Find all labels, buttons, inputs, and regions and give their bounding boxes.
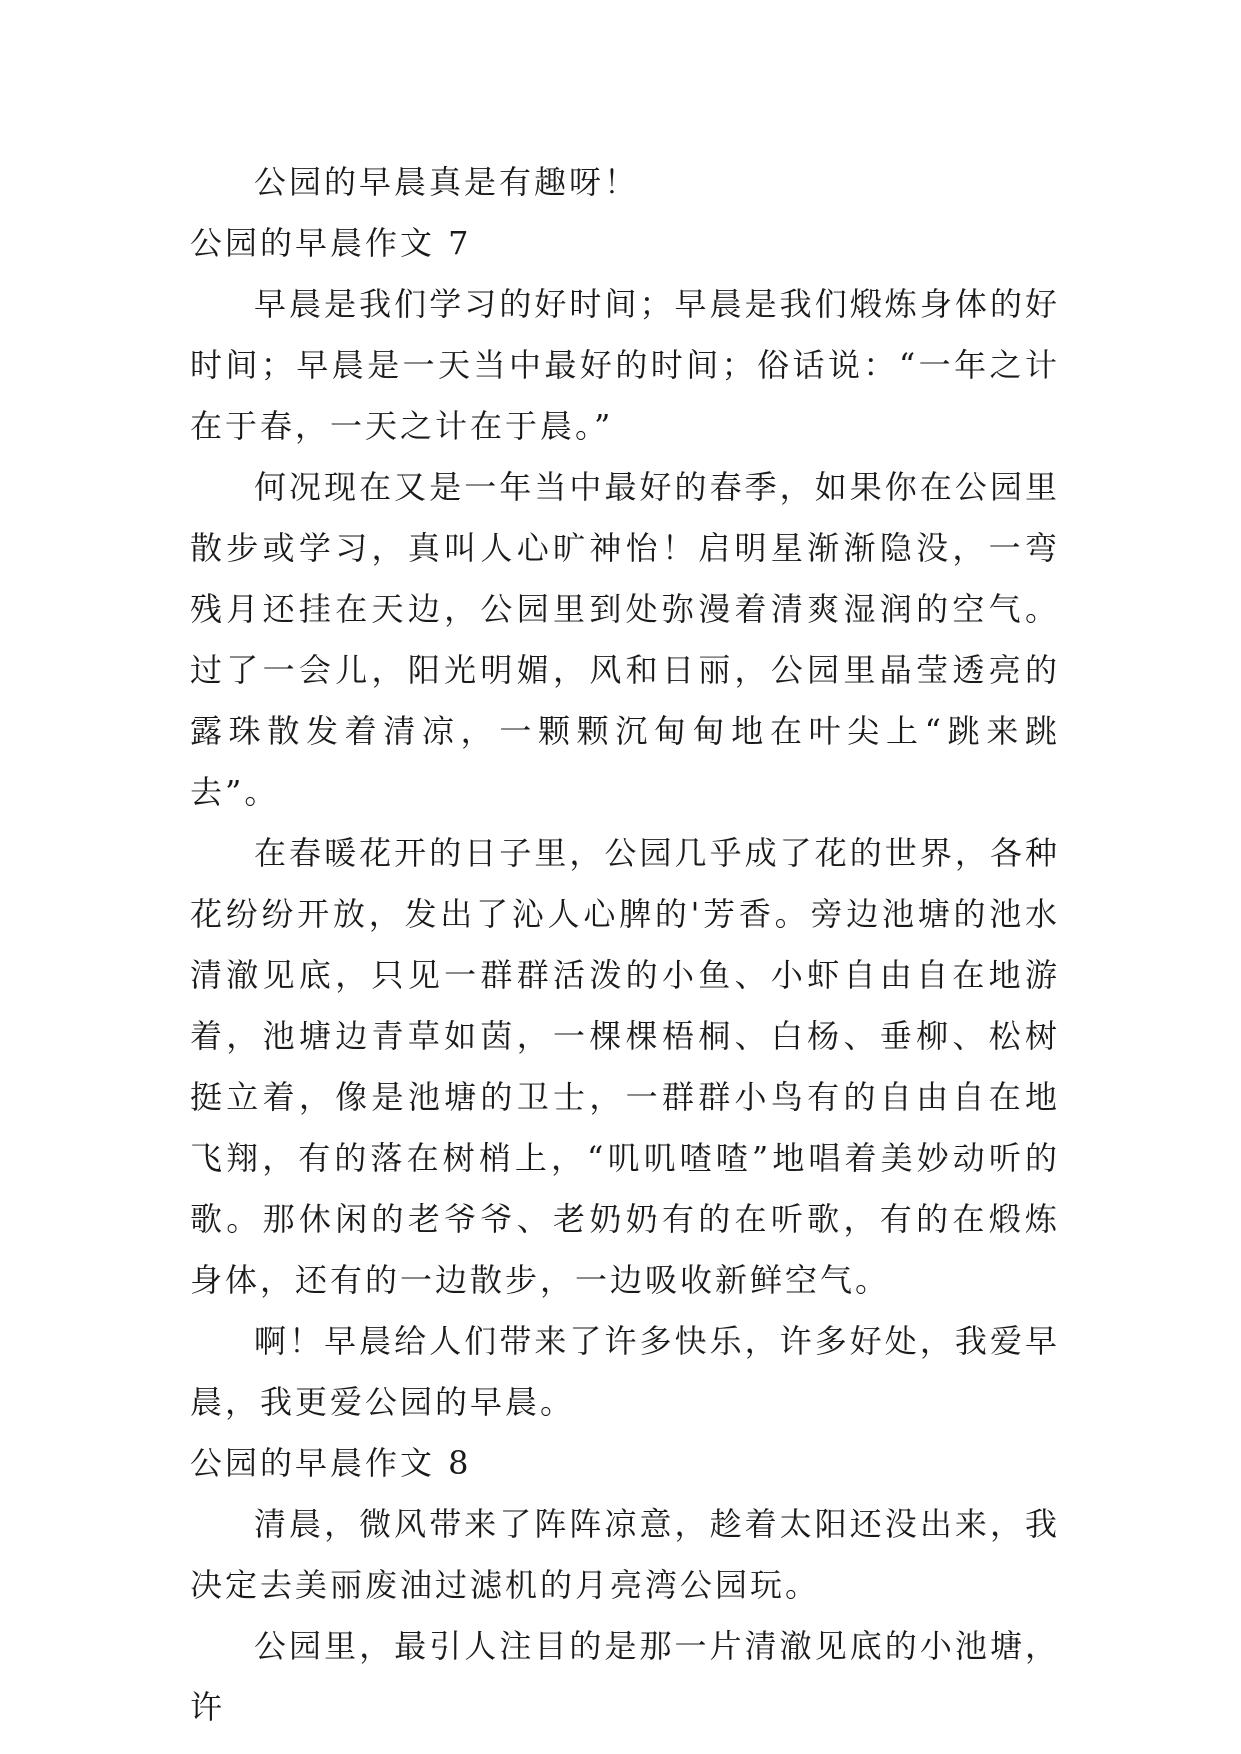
essay-title-8: 公园的早晨作文 8: [190, 1444, 472, 1482]
paragraph-breeze: 清晨，微风带来了阵阵凉意，趁着太阳还没出来，我决定去美丽废油过滤机的月亮湾公园玩。: [190, 1505, 1060, 1604]
paragraph-flowers-pond: 在春暖花开的日子里，公园几乎成了花的世界，各种花纷纷开放，发出了沁人心脾的'芳香。旁边池塘的池水清澈见底，只见一群群活泼的小鱼、小虾自由自在地游着，池塘边青草如茵，一棵棵梧桐、白杨、垂柳、松树挺立着，像是池塘的卫士，一群群小鸟有的自由自在地飞翔，有的落在树梢上，“叽叽喳喳”地唱着美妙动听的歌。那休闲的老爷爷、老奶奶有的在听歌，有的在煅炼身体，还有的一边散步，一边吸收新鲜空气。: [190, 834, 1060, 1299]
paragraph-morning-time: 早晨是我们学习的好时间；早晨是我们煅炼身体的好时间；早晨是一天当中最好的时间；俗话说：“一年之计在于春，一天之计在于晨。”: [190, 285, 1060, 445]
paragraph-spring-park: 何况现在又是一年当中最好的春季，如果你在公园里散步或学习，真叫人心旷神怡！启明星渐渐隐没，一弯残月还挂在天边，公园里到处弥漫着清爽湿润的空气。过了一会儿，阳光明媚，风和日丽，公园里晶莹透亮的露珠散发着清凉，一颗颗沉甸甸地在叶尖上“跳来跳去”。: [190, 468, 1060, 811]
paragraph-pond-start: 公园里，最引人注目的是那一片清澈见底的小池塘，许: [190, 1627, 1060, 1726]
paragraph-conclusion: 啊！早晨给人们带来了许多快乐，许多好处，我爱早晨，我更爱公园的早晨。: [190, 1322, 1060, 1421]
paragraph-closing-line: 公园的早晨真是有趣呀！: [254, 163, 640, 201]
document-body: [190, 152, 1060, 1738]
essay-title-7: 公园的早晨作文 7: [190, 224, 472, 262]
